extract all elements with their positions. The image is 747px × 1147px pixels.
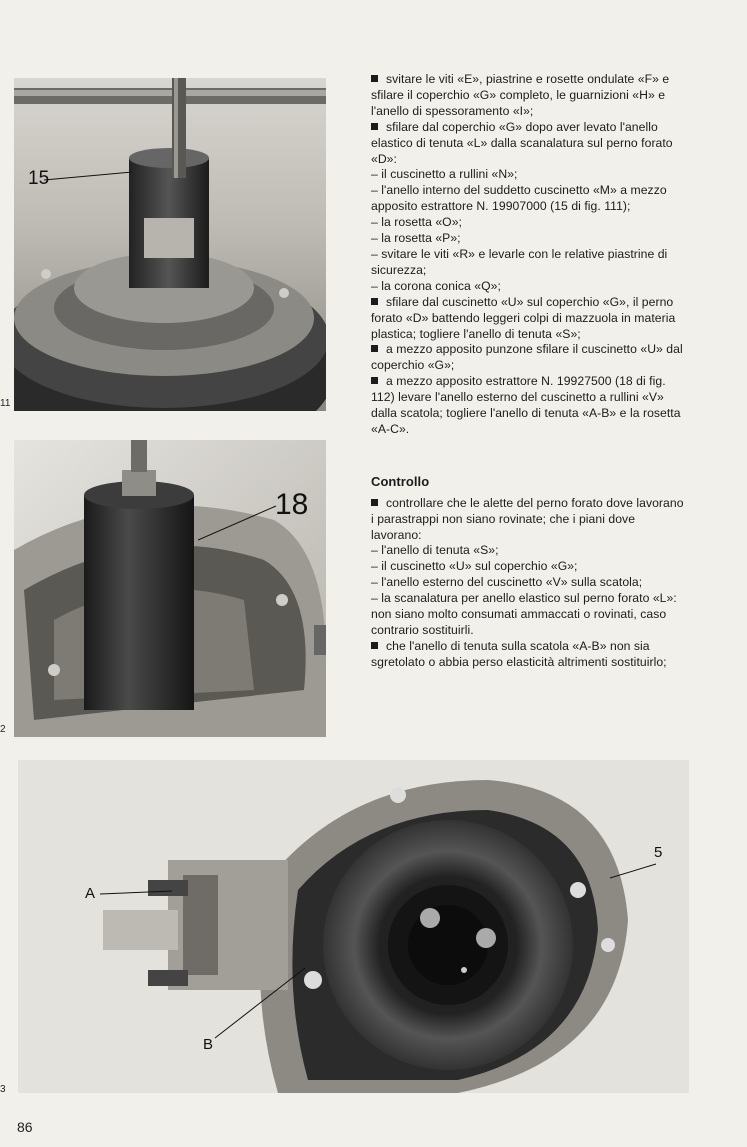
check-paragraph: controllare che le alette del perno forato dove lavorano i parastrappi non siano rovinate; che i piani dove lavorano: — [371, 496, 689, 544]
check-item: – la scanalatura per anello elastico sul perno forato «L»: non siano molto consumati ammaccati o rovinati, caso contrario sostituirli. — [371, 591, 677, 637]
figure-112-photo — [14, 440, 326, 737]
figure-113-callout-A: A — [85, 885, 96, 902]
check-paragraph: che l'anello di tenuta sulla scatola «A-B» non sia sgretolato o abbia perso elasticità altrimenti sostituirlo; — [371, 639, 689, 671]
figure-112-image — [14, 440, 326, 737]
figure-111-leader-line — [44, 170, 134, 182]
figure-113-image — [18, 760, 689, 1093]
instruction-paragraph: svitare le viti «E», piastrine e rosette ondulate «F» e sfilare il coperchio «G» completo, le guarnizioni «H» e l'anello di spessoramento «I»; — [371, 72, 689, 120]
instruction-item: – la rosetta «O»; — [371, 215, 462, 230]
instruction-item: – il cuscinetto a rullini «N»; — [371, 167, 518, 182]
figure-112-leader-line — [198, 504, 278, 544]
figure-112-callout-18: 18 — [275, 488, 309, 521]
section-title-controllo: Controllo — [371, 473, 430, 489]
figure-112-number: 2 — [0, 724, 6, 735]
figure-113-photo — [18, 760, 689, 1093]
instruction-item: – la rosetta «P»; — [371, 231, 461, 246]
check-item: – l'anello di tenuta «S»; — [371, 543, 499, 558]
instruction-paragraph: sfilare dal coperchio «G» dopo aver levato l'anello elastico di tenuta «L» dalla scanalatura sul perno forato «D»: — [371, 120, 689, 168]
instruction-item: – la corona conica «Q»; — [371, 278, 501, 293]
figure-113-callout-5: 5 — [654, 844, 663, 861]
check-item: – l'anello esterno del cuscinetto «V» sulla scatola; — [371, 575, 643, 590]
check-item: – il cuscinetto «U» sul coperchio «G»; — [371, 559, 578, 574]
figure-113-number: 3 — [0, 1084, 6, 1095]
figure-111-number: 11 — [0, 398, 11, 409]
instruction-paragraph: sfilare dal cuscinetto «U» sul coperchio «G», il perno forato «D» battendo leggeri colpi di mazzuola in materia plastica; togliere l'anello di tenuta «S»; — [371, 295, 689, 343]
instruction-paragraph: a mezzo apposito estrattore N. 19927500 (18 di fig. 112) levare l'anello esterno del cuscinetto a rullini «V» dalla scatola; togliere l'anello di tenuta «A-B» e la rosetta «A-C». — [371, 374, 689, 438]
text-column — [371, 72, 689, 671]
figure-111-photo — [14, 78, 326, 411]
figure-111-image — [14, 78, 326, 411]
figure-113-callout-B: B — [203, 1036, 214, 1053]
instruction-item: – svitare le viti «R» e levarle con le relative piastrine di sicurezza; — [371, 246, 668, 277]
figure-111-callout-15: 15 — [28, 168, 50, 189]
instruction-item: – l'anello interno del suddetto cuscinetto «M» a mezzo apposito estrattore N. 19907000 (15 di fig. 111); — [371, 183, 667, 214]
page-number: 86 — [17, 1119, 33, 1135]
instruction-paragraph: a mezzo apposito punzone sfilare il cuscinetto «U» dal coperchio «G»; — [371, 342, 689, 374]
